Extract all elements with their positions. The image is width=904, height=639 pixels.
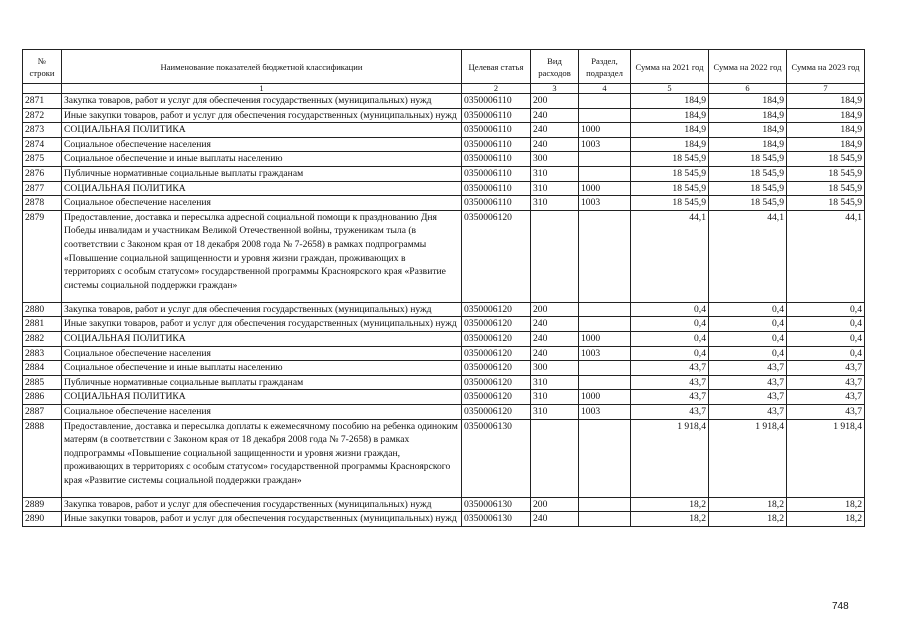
sum-2021-cell: 184,9 [631, 108, 709, 123]
table-row [23, 419, 865, 497]
target-article-cell: 0350006120 [462, 302, 531, 317]
sum-2022-cell: 43,7 [709, 361, 787, 376]
sum-2021-cell: 43,7 [631, 361, 709, 376]
sum-2021-cell: 0,4 [631, 317, 709, 332]
indicator-name-cell: Иные закупки товаров, работ и услуг для обеспечения государственных (муниципальных) нужд [62, 317, 462, 332]
target-article-cell: 0350006110 [462, 166, 531, 181]
row-number-cell: 2876 [23, 166, 62, 181]
column-index-row [23, 84, 865, 94]
indicator-name-cell: Предоставление, доставка и пересылка доплаты к ежемесячному пособию на ребенка одиноким матерям (в соответствии с Законом края от 18 декабря 2008 года № 7-2658) в рамках подпрограммы «Повышение социальной защищенности и уровня жизни граждан, проживающих в территориях с особым статусом» государственной программы Красноярского края «Развитие системы социальной поддержки граждан» [62, 419, 462, 497]
sum-2022-cell: 18 545,9 [709, 196, 787, 211]
sum-2023-cell: 184,9 [787, 94, 865, 109]
target-article-cell: 0350006120 [462, 346, 531, 361]
section-cell [579, 152, 631, 167]
row-number-cell: 2880 [23, 302, 62, 317]
expense-type-cell: 310 [531, 196, 579, 211]
table-row [23, 94, 865, 109]
table-row [23, 196, 865, 211]
sum-2022-cell: 18 545,9 [709, 181, 787, 196]
section-cell [579, 302, 631, 317]
section-cell [579, 210, 631, 302]
sum-2023-cell: 0,4 [787, 331, 865, 346]
expense-type-cell: 300 [531, 361, 579, 376]
indicator-name-cell: Социальное обеспечение населения [62, 346, 462, 361]
table-row [23, 137, 865, 152]
row-number-cell: 2879 [23, 210, 62, 302]
target-article-cell: 0350006120 [462, 361, 531, 376]
sum-2023-cell: 18 545,9 [787, 152, 865, 167]
sum-2023-cell: 18 545,9 [787, 181, 865, 196]
sum-2021-cell: 44,1 [631, 210, 709, 302]
sum-2022-cell: 184,9 [709, 123, 787, 138]
sum-2021-cell: 18 545,9 [631, 181, 709, 196]
sum-2023-cell: 0,4 [787, 302, 865, 317]
table-header-row [23, 50, 865, 84]
row-number-cell: 2889 [23, 497, 62, 512]
sum-2023-cell: 0,4 [787, 317, 865, 332]
sum-2023-cell: 18 545,9 [787, 166, 865, 181]
sum-2021-cell: 18 545,9 [631, 196, 709, 211]
indicator-name-cell: Предоставление, доставка и пересылка адресной социальной помощи к празднованию Дня Победы инвалидам и участникам Великой Отечественной войны, труженикам тыла (в соответствии с Законом края от 18 декабря 2008 года № 7-2658) в рамках подпрограммы «Повышение социальной защищенности и уровня жизни граждан, проживающих в территориях с особым статусом» государственной программы Красноярского края «Развитие системы социальной поддержки граждан» [62, 210, 462, 302]
section-cell [579, 108, 631, 123]
sum-2023-cell: 18,2 [787, 497, 865, 512]
target-article-cell: 0350006110 [462, 108, 531, 123]
row-number-cell: 2887 [23, 404, 62, 419]
indicator-name-cell: Социальное обеспечение и иные выплаты населению [62, 361, 462, 376]
sum-2023-cell: 44,1 [787, 210, 865, 302]
row-number-cell: 2888 [23, 419, 62, 497]
indicator-name-cell: Социальное обеспечение населения [62, 196, 462, 211]
header-sum-2021: Сумма на 2021 год [631, 50, 709, 84]
row-number-cell: 2874 [23, 137, 62, 152]
sum-2023-cell: 184,9 [787, 137, 865, 152]
page-number: 748 [832, 601, 849, 612]
sum-2022-cell: 184,9 [709, 137, 787, 152]
expense-type-cell: 310 [531, 390, 579, 405]
sum-2023-cell: 43,7 [787, 390, 865, 405]
expense-type-cell [531, 419, 579, 497]
expense-type-cell: 310 [531, 181, 579, 196]
sum-2021-cell: 184,9 [631, 94, 709, 109]
table-body [23, 94, 865, 527]
target-article-cell: 0350006110 [462, 196, 531, 211]
sum-2021-cell: 43,7 [631, 404, 709, 419]
indicator-name-cell: СОЦИАЛЬНАЯ ПОЛИТИКА [62, 181, 462, 196]
indicator-name-cell: Социальное обеспечение населения [62, 137, 462, 152]
row-number-cell: 2875 [23, 152, 62, 167]
sum-2022-cell: 18 545,9 [709, 152, 787, 167]
sum-2021-cell: 18,2 [631, 512, 709, 527]
sum-2023-cell: 184,9 [787, 108, 865, 123]
sum-2023-cell: 18,2 [787, 512, 865, 527]
target-article-cell: 0350006120 [462, 317, 531, 332]
column-index-cell: 3 [531, 84, 579, 94]
section-cell: 1003 [579, 346, 631, 361]
expense-type-cell: 200 [531, 497, 579, 512]
section-cell: 1003 [579, 196, 631, 211]
table-row [23, 361, 865, 376]
section-cell [579, 166, 631, 181]
sum-2023-cell: 43,7 [787, 361, 865, 376]
sum-2021-cell: 43,7 [631, 375, 709, 390]
sum-2022-cell: 43,7 [709, 390, 787, 405]
sum-2022-cell: 18,2 [709, 497, 787, 512]
row-number-cell: 2884 [23, 361, 62, 376]
sum-2022-cell: 18,2 [709, 512, 787, 527]
table-row [23, 346, 865, 361]
sum-2022-cell: 0,4 [709, 346, 787, 361]
sum-2021-cell: 0,4 [631, 331, 709, 346]
header-row-number: № строки [23, 50, 62, 84]
sum-2021-cell: 43,7 [631, 390, 709, 405]
table-row [23, 404, 865, 419]
table-row [23, 317, 865, 332]
column-index-cell: 4 [579, 84, 631, 94]
indicator-name-cell: СОЦИАЛЬНАЯ ПОЛИТИКА [62, 390, 462, 405]
budget-table [22, 49, 865, 527]
expense-type-cell: 310 [531, 404, 579, 419]
indicator-name-cell: Социальное обеспечение населения [62, 404, 462, 419]
expense-type-cell: 240 [531, 108, 579, 123]
sum-2021-cell: 18 545,9 [631, 166, 709, 181]
target-article-cell: 0350006120 [462, 331, 531, 346]
target-article-cell: 0350006130 [462, 419, 531, 497]
section-cell: 1003 [579, 404, 631, 419]
sum-2022-cell: 0,4 [709, 331, 787, 346]
row-number-cell: 2877 [23, 181, 62, 196]
header-expense-type: Вид расходов [531, 50, 579, 84]
target-article-cell: 0350006120 [462, 404, 531, 419]
table-row [23, 181, 865, 196]
header-sum-2022: Сумма на 2022 год [709, 50, 787, 84]
row-number-cell: 2872 [23, 108, 62, 123]
sum-2022-cell: 184,9 [709, 108, 787, 123]
sum-2023-cell: 184,9 [787, 123, 865, 138]
sum-2022-cell: 18 545,9 [709, 166, 787, 181]
sum-2022-cell: 43,7 [709, 375, 787, 390]
expense-type-cell: 240 [531, 137, 579, 152]
row-number-cell: 2881 [23, 317, 62, 332]
sum-2022-cell: 184,9 [709, 94, 787, 109]
header-sum-2023: Сумма на 2023 год [787, 50, 865, 84]
expense-type-cell: 200 [531, 94, 579, 109]
table-row [23, 210, 865, 302]
sum-2022-cell: 43,7 [709, 404, 787, 419]
row-number-cell: 2871 [23, 94, 62, 109]
expense-type-cell: 300 [531, 152, 579, 167]
indicator-name-cell: СОЦИАЛЬНАЯ ПОЛИТИКА [62, 123, 462, 138]
target-article-cell: 0350006120 [462, 390, 531, 405]
target-article-cell: 0350006110 [462, 94, 531, 109]
table-row [23, 152, 865, 167]
row-number-cell: 2890 [23, 512, 62, 527]
indicator-name-cell: СОЦИАЛЬНАЯ ПОЛИТИКА [62, 331, 462, 346]
expense-type-cell: 240 [531, 346, 579, 361]
section-cell: 1000 [579, 331, 631, 346]
table-row [23, 497, 865, 512]
indicator-name-cell: Публичные нормативные социальные выплаты гражданам [62, 166, 462, 181]
target-article-cell: 0350006110 [462, 137, 531, 152]
column-index-cell: 7 [787, 84, 865, 94]
section-cell [579, 94, 631, 109]
target-article-cell: 0350006130 [462, 512, 531, 527]
target-article-cell: 0350006110 [462, 152, 531, 167]
section-cell [579, 497, 631, 512]
table-row [23, 108, 865, 123]
sum-2021-cell: 0,4 [631, 302, 709, 317]
sum-2023-cell: 43,7 [787, 404, 865, 419]
sum-2021-cell: 0,4 [631, 346, 709, 361]
section-cell [579, 419, 631, 497]
target-article-cell: 0350006110 [462, 123, 531, 138]
table-row [23, 375, 865, 390]
table-row [23, 302, 865, 317]
section-cell [579, 317, 631, 332]
section-cell [579, 512, 631, 527]
sum-2022-cell: 0,4 [709, 302, 787, 317]
section-cell [579, 375, 631, 390]
indicator-name-cell: Иные закупки товаров, работ и услуг для обеспечения государственных (муниципальных) нужд [62, 512, 462, 527]
table-row [23, 123, 865, 138]
expense-type-cell: 310 [531, 166, 579, 181]
expense-type-cell: 240 [531, 512, 579, 527]
row-number-cell: 2883 [23, 346, 62, 361]
table-row [23, 166, 865, 181]
table-row [23, 512, 865, 527]
section-cell: 1000 [579, 181, 631, 196]
sum-2021-cell: 184,9 [631, 137, 709, 152]
column-index-cell: 2 [462, 84, 531, 94]
header-indicator-name: Наименование показателей бюджетной классификации [62, 50, 462, 84]
column-index-cell: 6 [709, 84, 787, 94]
expense-type-cell: 240 [531, 123, 579, 138]
expense-type-cell: 240 [531, 317, 579, 332]
sum-2022-cell: 1 918,4 [709, 419, 787, 497]
expense-type-cell: 310 [531, 375, 579, 390]
target-article-cell: 0350006130 [462, 497, 531, 512]
sum-2023-cell: 0,4 [787, 346, 865, 361]
table-row [23, 331, 865, 346]
sum-2023-cell: 43,7 [787, 375, 865, 390]
section-cell: 1000 [579, 390, 631, 405]
expense-type-cell: 240 [531, 331, 579, 346]
column-index-cell [23, 84, 62, 94]
indicator-name-cell: Публичные нормативные социальные выплаты гражданам [62, 375, 462, 390]
table-row [23, 390, 865, 405]
column-index-cell: 5 [631, 84, 709, 94]
target-article-cell: 0350006110 [462, 181, 531, 196]
row-number-cell: 2886 [23, 390, 62, 405]
sum-2022-cell: 0,4 [709, 317, 787, 332]
expense-type-cell [531, 210, 579, 302]
header-target-article: Целевая статья [462, 50, 531, 84]
indicator-name-cell: Закупка товаров, работ и услуг для обеспечения государственных (муниципальных) нужд [62, 497, 462, 512]
sum-2023-cell: 1 918,4 [787, 419, 865, 497]
row-number-cell: 2885 [23, 375, 62, 390]
header-section: Раздел, подраздел [579, 50, 631, 84]
sum-2021-cell: 18 545,9 [631, 152, 709, 167]
row-number-cell: 2873 [23, 123, 62, 138]
sum-2022-cell: 44,1 [709, 210, 787, 302]
indicator-name-cell: Закупка товаров, работ и услуг для обеспечения государственных (муниципальных) нужд [62, 302, 462, 317]
expense-type-cell: 200 [531, 302, 579, 317]
target-article-cell: 0350006120 [462, 375, 531, 390]
indicator-name-cell: Социальное обеспечение и иные выплаты населению [62, 152, 462, 167]
section-cell [579, 361, 631, 376]
section-cell: 1000 [579, 123, 631, 138]
sum-2023-cell: 18 545,9 [787, 196, 865, 211]
indicator-name-cell: Закупка товаров, работ и услуг для обеспечения государственных (муниципальных) нужд [62, 94, 462, 109]
row-number-cell: 2878 [23, 196, 62, 211]
section-cell: 1003 [579, 137, 631, 152]
sum-2021-cell: 18,2 [631, 497, 709, 512]
target-article-cell: 0350006120 [462, 210, 531, 302]
indicator-name-cell: Иные закупки товаров, работ и услуг для обеспечения государственных (муниципальных) нужд [62, 108, 462, 123]
row-number-cell: 2882 [23, 331, 62, 346]
column-index-cell: 1 [62, 84, 462, 94]
sum-2021-cell: 184,9 [631, 123, 709, 138]
sum-2021-cell: 1 918,4 [631, 419, 709, 497]
